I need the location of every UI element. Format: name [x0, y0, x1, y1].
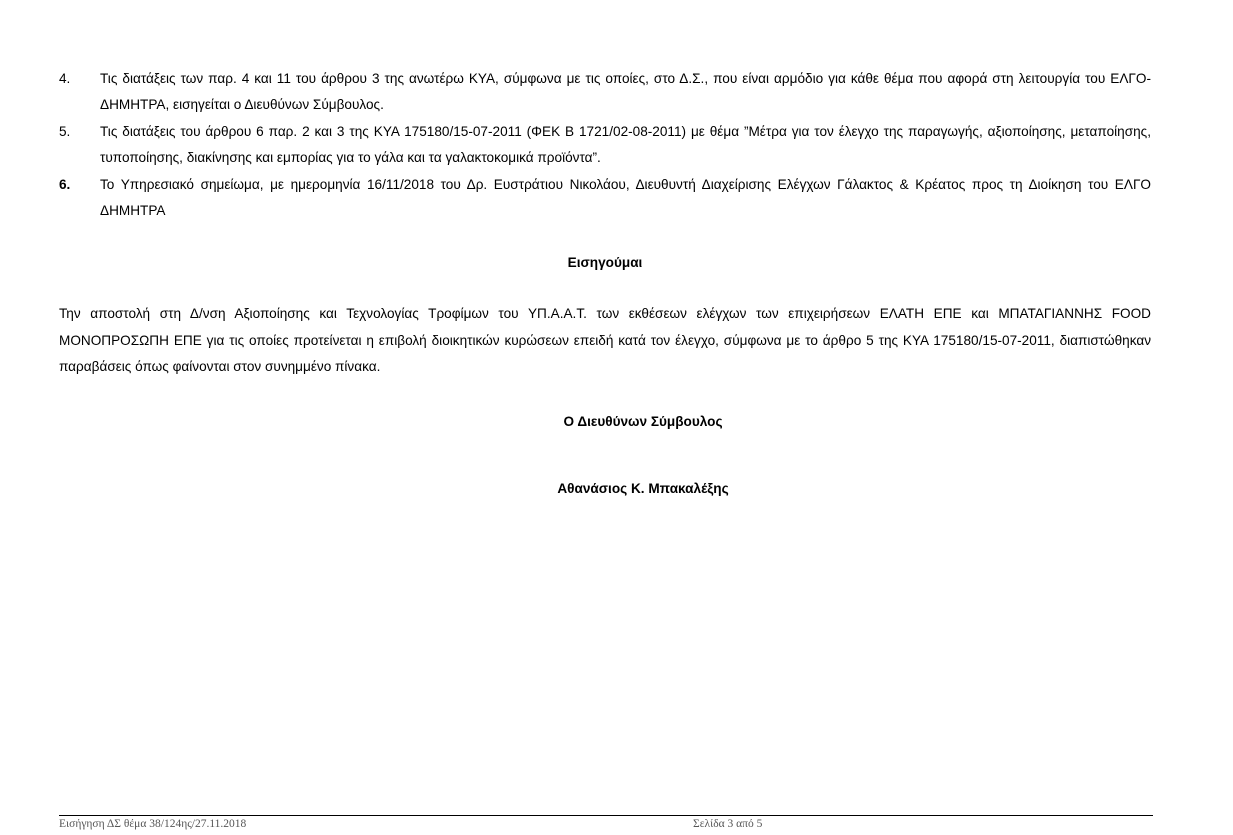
list-item — [59, 119, 1151, 171]
numbered-list — [59, 66, 1151, 225]
list-item — [59, 172, 1151, 224]
list-item-text: Τις διατάξεις του άρθρου 6 παρ. 2 και 3 της ΚΥΑ 175180/15-07-2011 (ΦΕΚ Β 1721/02-08-2011) με θέμα ”Μέτρα για τον έλεγχο της παραγωγής, αξιοποίησης, μεταποίησης, τυποποίησης, διακίνησης και εμπορίας για το γάλα και τα γαλακτοκομικά προϊόντα”. — [100, 124, 1151, 165]
list-item-number: 4. — [59, 71, 71, 86]
footer-reference: Εισήγηση ΔΣ θέμα 38/124ης/27.11.2018 — [59, 818, 247, 830]
list-item — [59, 66, 1151, 118]
list-item-number: 6. — [59, 177, 71, 192]
list-item-text: Τις διατάξεις των παρ. 4 και 11 του άρθρου 3 της ανωτέρω ΚΥΑ, σύμφωνα με τις οποίες, στο Δ.Σ., που είναι αρμόδιο για κάθε θέμα που αφορά στη λειτουργία του ΕΛΓΟ- ΔΗΜΗΤΡΑ, εισηγείται ο Διευθύνων Σύμβουλος. — [100, 71, 1151, 112]
list-item-number: 5. — [59, 124, 71, 139]
proposal-paragraph: Την αποστολή στη Δ/νση Αξιοποίησης και Τεχνολογίας Τροφίμων του ΥΠ.Α.Α.Τ. των εκθέσεων ελέγχων των επιχειρήσεων ΕΛΑΤΗ ΕΠΕ και ΜΠΑΤΑΓΙΑΝΝΗΣ FOOD ΜΟΝΟΠΡΟΣΩΠΗ ΕΠΕ για τις οποίες προτείνεται η επιβολή διοικητικών κυρώσεων επειδή κατά τον έλεγχο, σύμφωνα με το άρθρο 5 της ΚΥΑ 175180/15-07-2011, διαπιστώθηκαν παραβάσεις όπως φαίνονται στον συνημμένο πίνακα. — [59, 306, 1151, 374]
footer-page-number: Σελίδα 3 από 5 — [693, 818, 763, 830]
footer-divider — [59, 815, 1153, 816]
signatory-title: Ο Διευθύνων Σύμβουλος — [563, 414, 723, 429]
signatory-name: Αθανάσιος Κ. Μπακαλέξης — [557, 481, 729, 496]
list-item-text: Το Υπηρεσιακό σημείωμα, με ημερομηνία 16/11/2018 του Δρ. Ευστράτιου Νικολάου, Διευθυντή Διαχείρισης Ελέγχων Γάλακτος & Κρέατος προς τη Διοίκηση του ΕΛΓΟ ΔΗΜΗΤΡΑ — [100, 177, 1151, 218]
proposal-heading: Εισηγούμαι — [567, 255, 643, 270]
